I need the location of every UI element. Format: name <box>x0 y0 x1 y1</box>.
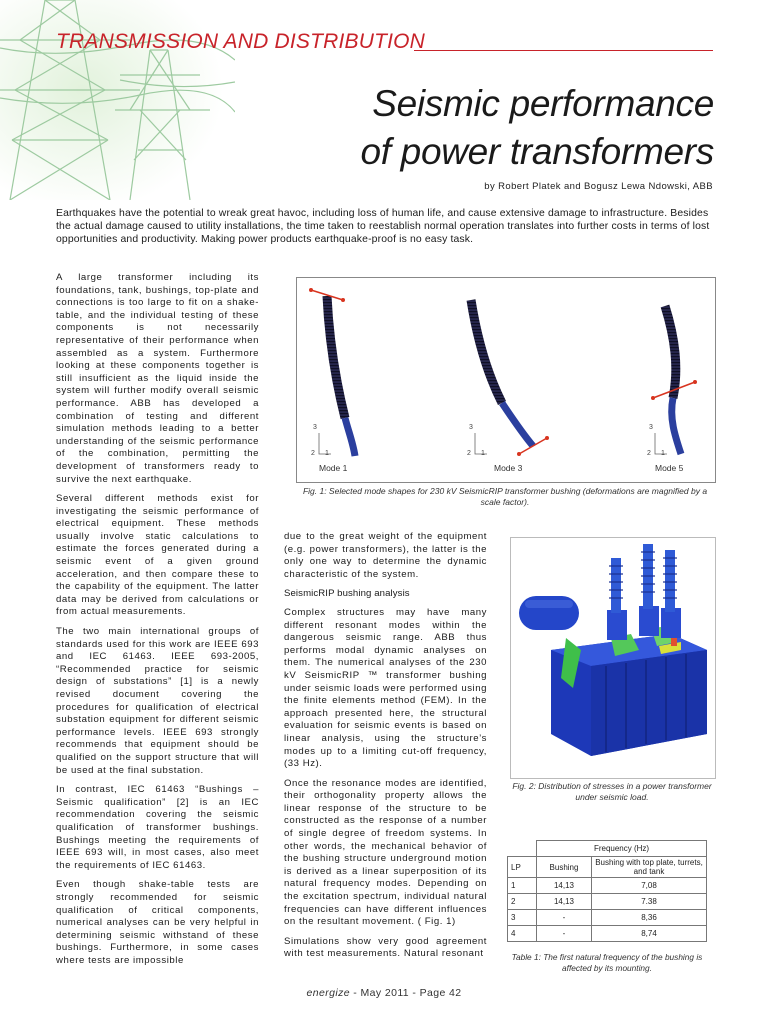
figure-2-caption: Fig. 2: Distribution of stresses in a power transformer under seismic load. <box>512 781 712 802</box>
body-column-2 <box>284 531 487 968</box>
axis-label-z: 3 <box>649 424 653 431</box>
axis-triads <box>319 433 667 454</box>
table-cell: 1 <box>508 878 537 894</box>
figure-1-mode-shapes <box>296 277 716 483</box>
table-cell: 14,13 <box>537 878 592 894</box>
table-cell: 7.38 <box>592 894 707 910</box>
table-cell: 4 <box>508 926 537 942</box>
subheading: SeismicRIP bushing analysis <box>284 588 410 600</box>
paragraph: Simulations show very good agreement with test measurements. Natural resonant <box>284 935 487 960</box>
natural-frequency-table <box>507 840 707 942</box>
table-cell: - <box>537 926 592 942</box>
paragraph: Even though shake-table tests are strongly recommended for seismic qualification of critical components, numerical analyses can be very helpful in determining seismic withstand of these bushings. Furthermore, in some cases where tests are impossible <box>56 879 259 966</box>
section-title-rule <box>414 50 713 51</box>
table-row <box>508 894 707 910</box>
axis-label-y: 2 <box>311 450 315 457</box>
axis-label-y: 2 <box>647 450 651 457</box>
byline: by Robert Platek and Bogusz Lewa Ndowski, ABB <box>484 181 713 192</box>
paragraph: The two main international groups of standards used for this work are IEEE 693 and IEC 61463. IEEE 693-2005, “Recommended practice for seismic design of substations” [1] is a newly revised document covering the procedures for qualification of electrical substation equipment for different seismic performance levels. IEEE 693 strongly recommends that equipment should be qualified on the support structure that will be used at the final substation. <box>56 626 259 776</box>
magazine-name: energize <box>306 987 350 999</box>
paragraph: due to the great weight of the equipment (e.g. power transformers), the latter is the only one way to determine the dynamic characteristic of the system. <box>284 531 487 580</box>
table-cell: 3 <box>508 910 537 926</box>
axis-label-z: 3 <box>469 424 473 431</box>
axis-label-x: 1 <box>661 450 665 457</box>
paragraph: Complex structures may have many different resonant modes within the dangerous seismic range. ABB thus performs modal dynamic analyses on them. The numerical analyses of the 230 kV SeismicRIP ™ transformer bushing under seismic loads were performed using the finite elements method (FEM). In the approach presented here, the structural evaluation for seismic events is based on linear analysis, using the structure’s modes up to a limiting cut-off frequency, (33 Hz). <box>284 606 487 770</box>
table-header-row <box>508 841 707 857</box>
table-header-cell: LP <box>508 857 537 878</box>
article-title-line-2: of power transformers <box>360 131 714 172</box>
page-footer <box>0 987 768 999</box>
intro-paragraph: Earthquakes have the potential to wreak great havoc, including loss of human life, and cause extensive damage to infrastructure. Besides the actual damage caused to utility installations, the time taken to reestablish normal operation translates into further costs in terms of lost opportunities and productivity. Making power products earthquake-proof is no easy task. <box>56 208 710 246</box>
figure-2-transformer-stress <box>510 537 716 779</box>
table-header-cell: Bushing <box>537 857 592 878</box>
axis-label-x: 1 <box>325 450 329 457</box>
paragraph: In contrast, IEC 61463 “Bushings – Seismic qualification” [2] is an IEC recommendation covering the seismic qualification of transformer bushings. Bushings meeting the requirements of IEEE 693 will, in most cases, also meet the requirements of IEC 61463. <box>56 784 259 871</box>
axis-label-z: 3 <box>313 424 317 431</box>
table-row <box>508 910 707 926</box>
mode-5-label: Mode 5 <box>655 463 684 473</box>
section-title: TRANSMISSION AND DISTRIBUTION <box>56 30 426 53</box>
axis-label-y: 2 <box>467 450 471 457</box>
table-row <box>508 926 707 942</box>
table-row <box>508 878 707 894</box>
mode-3-bushing <box>471 300 549 456</box>
table-header-row <box>508 857 707 878</box>
axis-label-x: 1 <box>481 450 485 457</box>
table-cell: 2 <box>508 894 537 910</box>
table-cell: 14,13 <box>537 894 592 910</box>
table-group-header: Frequency (Hz) <box>537 841 707 857</box>
body-column-1 <box>56 272 259 974</box>
mode-5-bushing <box>651 306 697 454</box>
table-header-cell: Bushing with top plate, turrets, and tank <box>592 857 707 878</box>
figure-1-caption: Fig. 1: Selected mode shapes for 230 kV SeismicRIP transformer bushing (deformations are magnified by a scale factor). <box>302 486 708 507</box>
mode-3-label: Mode 3 <box>494 463 523 473</box>
table-cell: 8,74 <box>592 926 707 942</box>
table-cell: - <box>537 910 592 926</box>
paragraph: Once the resonance modes are identified, their orthogonality property allows the linear response of the structure to be constructed as the response of a number of single degree of freedom systems. In other words, the mechanical behavior of the bushing structure underground motion is derived as a linear superposition of its natural frequency modes. Depending on the excitation spectrum, individual natural frequencies can have different influences on the resultant movement. ( Fig. 1) <box>284 777 487 928</box>
table-cell: 7,08 <box>592 878 707 894</box>
mode-1-label: Mode 1 <box>319 463 348 473</box>
table-1-caption: Table 1: The first natural frequency of the bushing is affected by its mounting. <box>511 952 703 973</box>
table-cell: 8,36 <box>592 910 707 926</box>
paragraph: A large transformer including its foundations, tank, bushings, top-plate and connections is too large to fit on a shake-table, and the individual testing of these components is not necessarily representative of their performance when assembled as a system. Furthermore looking at these components together is still insufficient as the liquid inside the system will further modify overall seismic performance. ABB has developed a combination of testing and different simulation methods leading to a better understanding of the seismic performance of the combination, permitting the development of transformers ready to survive the next earthquake. <box>56 272 259 485</box>
paragraph: Several different methods exist for investigating the seismic performance of electrical equipment. These methods usually involve static calculations to estimate the forces generated during a seismic event of a given ground acceleration, and then compare these to the capability of the equipment. The latter data may be derived from calculations or from actual measurements. <box>56 493 259 618</box>
article-title-line-1: Seismic performance <box>372 83 714 124</box>
footer-issue-page: - May 2011 - Page 42 <box>349 987 462 999</box>
